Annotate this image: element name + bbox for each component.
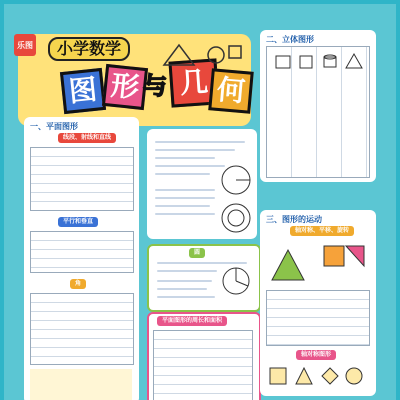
- text-line: [157, 280, 212, 282]
- text-line: [155, 197, 215, 199]
- text-line: [155, 141, 245, 143]
- subtitle: 小学数学: [48, 37, 130, 61]
- section-title-plane: 一、平面图形: [30, 122, 78, 131]
- title-char-1: 图: [60, 68, 106, 114]
- geometry-deco-icon: [154, 40, 244, 70]
- subhead-rotate: 轴对称、平移、旋转: [290, 226, 354, 236]
- subhead-formula: 平面图形的周长和面积: [157, 316, 227, 326]
- plane-shapes-panel: [24, 117, 139, 400]
- subhead-circle: 圆: [189, 248, 205, 258]
- title-char-3: 与: [143, 72, 167, 100]
- circle-panel: [147, 129, 257, 239]
- title-char-5: 何: [208, 68, 254, 114]
- motion-diagram: [268, 240, 368, 284]
- formula-panel: [147, 312, 261, 400]
- ring-icon: [219, 201, 253, 235]
- symmetric-shapes: [268, 364, 368, 388]
- subhead-symmetric: 轴对称图形: [296, 350, 336, 360]
- text-line: [155, 149, 235, 151]
- sector-icon: [219, 264, 253, 298]
- text-line: [155, 189, 215, 191]
- parallel-table: [30, 231, 134, 273]
- text-line: [155, 157, 215, 159]
- solid-icons: [274, 52, 370, 72]
- solid-shapes-panel: [260, 30, 376, 182]
- motion-table: [266, 290, 370, 346]
- lines-table: [30, 147, 134, 211]
- text-line: [157, 270, 217, 272]
- text-line: [155, 165, 225, 167]
- title-char-4: 几: [168, 58, 219, 107]
- subhead-angle: 角: [70, 279, 86, 289]
- text-line: [155, 213, 215, 215]
- text-line: [155, 205, 210, 207]
- subhead-lines: 线段、射线和直线: [58, 133, 116, 143]
- text-line: [155, 173, 210, 175]
- formula-table: [153, 330, 253, 400]
- motion-panel: [260, 210, 376, 396]
- text-line: [157, 296, 215, 298]
- circle-detail-panel: [147, 244, 261, 312]
- section-title-solid: 二、立体图形: [266, 35, 314, 44]
- text-line: [157, 288, 207, 290]
- section-title-motion: 三、图形的运动: [266, 215, 322, 224]
- poster: [4, 4, 396, 400]
- brand-logo: 乐图: [14, 34, 36, 56]
- angle-table: [30, 293, 134, 365]
- circle-icon: [219, 163, 253, 197]
- subhead-parallel: 平行和垂直: [58, 217, 98, 227]
- title-char-2: 形: [102, 64, 148, 110]
- note-box: [30, 369, 132, 400]
